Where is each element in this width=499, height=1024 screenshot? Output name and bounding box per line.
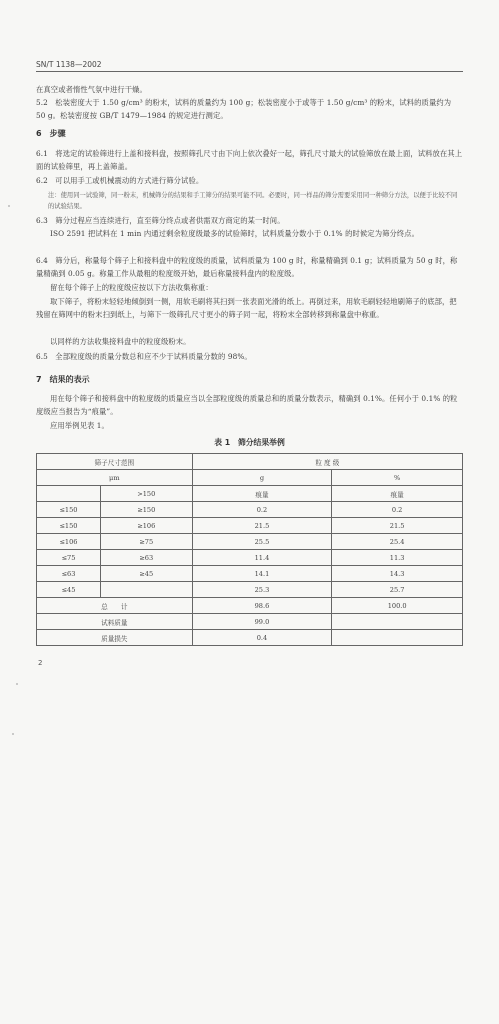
page-number: 2 <box>38 659 43 667</box>
paragraph-6-3-iso: ISO 2591 把试料在 1 min 内通过剩余粒度级最多的试验筛时，试料质量分数小于 0.1% 的时候定为筛分终点。 <box>50 229 420 238</box>
cell-grams: 0.2 <box>192 502 332 518</box>
paragraph-6-3: 6.3 筛分过程应当连续进行，直至筛分终点或者供需双方商定的某一时间。 <box>36 216 285 225</box>
sample-mass-grams: 99.0 <box>192 614 332 630</box>
cell-upper: ≥150 <box>100 502 192 518</box>
header-unit-g: g <box>192 470 332 486</box>
cell-grams: 14.1 <box>192 566 332 582</box>
table-row <box>37 502 463 518</box>
cell-lower: ≤150 <box>37 518 101 534</box>
header-rule <box>36 71 463 72</box>
cell-lower: ≤63 <box>37 566 101 582</box>
table-total-row <box>37 598 463 614</box>
table-row <box>37 566 463 582</box>
section-6-heading: 6 步骤 <box>36 129 66 138</box>
cell-percent: 25.7 <box>332 582 463 598</box>
table-row <box>37 486 463 502</box>
scan-speck <box>8 205 10 207</box>
result-table <box>36 453 463 646</box>
sample-mass-label: 试料质量 <box>37 614 193 630</box>
cell-grams: 痕量 <box>192 486 332 502</box>
paragraph-7-1: 用在每个筛子和接料盘中的粒度级的质量应当以全部粒度级的质量总和的质量分数表示，精确到 0.1%。任何小于 0.1% 的粒度级应当报告为“痕量”。 <box>36 394 458 416</box>
header-sieve-range: 筛子尺寸范围 <box>37 454 193 470</box>
paragraph-6-4-method: 取下筛子，将粉末轻轻地倾倒到一侧，用软毛刷将其扫到一张表面光滑的纸上。再倒过来，用软毛刷轻轻地刷筛子的底部，把残留在筛网中的粉末扫到纸上，与筛下一级筛孔尺寸更小的筛子同一起，将粉末全部转移到称量盘中称重。 <box>36 297 457 319</box>
total-percent: 100.0 <box>332 598 463 614</box>
table-header-row <box>37 454 463 470</box>
cell-grams: 25.3 <box>192 582 332 598</box>
cell-lower: ≤75 <box>37 550 101 566</box>
paragraph-6-4-collect: 留在每个筛子上的粒度级应按以下方法收集称重： <box>50 283 213 292</box>
total-grams: 98.6 <box>192 598 332 614</box>
paragraph-7-2: 应用举例见表 1。 <box>50 421 109 430</box>
mass-loss-label: 质量损失 <box>37 630 193 646</box>
table-row <box>37 582 463 598</box>
section-7-heading: 7 结果的表示 <box>36 375 90 384</box>
standard-code: SN/T 1138—2002 <box>36 60 102 69</box>
header-grade: 粒 度 级 <box>192 454 462 470</box>
cell-percent: 21.5 <box>332 518 463 534</box>
cell-upper <box>100 582 192 598</box>
table-row <box>37 518 463 534</box>
sample-mass-empty <box>332 614 463 630</box>
paragraph-5-1-continued: 在真空或者惰性气氛中进行干燥。 <box>36 85 147 94</box>
paragraph-6-4-pan: 以同样的方法收集接料盘中的粒度级粉末。 <box>50 337 191 346</box>
scan-speck <box>12 733 14 735</box>
paragraph-6-5: 6.5 全部粒度级的质量分数总和应不少于试料质量分数的 98%。 <box>36 352 252 361</box>
paragraph-6-1: 6.1 将选定的试验筛进行上盖和接料盘，按照筛孔尺寸由下向上依次叠好一起，筛孔尺寸最大的试验筛放在最上面，试料放在其上面的试验筛里，再上盖筛盖。 <box>36 149 463 171</box>
cell-lower <box>37 486 101 502</box>
table-1-title: 表 1 筛分结果举例 <box>214 438 285 447</box>
cell-upper: ≥106 <box>100 518 192 534</box>
note-6-2: 注：使用同一试验筛，同一粉末，机械筛分的结果和手工筛分的结果可能不同。必要时，同一样品的筛分需要采用同一种筛分方法，以便于比较不同的试验结果。 <box>48 192 458 210</box>
cell-lower: ≤106 <box>37 534 101 550</box>
cell-percent: 14.3 <box>332 566 463 582</box>
table-row <box>37 534 463 550</box>
cell-percent: 11.3 <box>332 550 463 566</box>
paragraph-5-2: 5.2 松装密度大于 1.50 g/cm³ 的粉末，试料的质量约为 100 g；松装密度小于或等于 1.50 g/cm³ 的粉末，试料的质量约为 50 g。松装密度按 GB/T 1479—1984 的规定进行测定。 <box>36 98 452 120</box>
cell-upper: >150 <box>100 486 192 502</box>
cell-grams: 21.5 <box>192 518 332 534</box>
cell-upper: ≥45 <box>100 566 192 582</box>
paragraph-6-2: 6.2 可以用手工或机械震动的方式进行筛分试验。 <box>36 176 204 185</box>
scan-speck <box>16 683 18 685</box>
cell-percent: 25.4 <box>332 534 463 550</box>
header-unit-um: μm <box>37 470 193 486</box>
cell-upper: ≥63 <box>100 550 192 566</box>
total-label: 总 计 <box>37 598 193 614</box>
cell-grams: 25.5 <box>192 534 332 550</box>
cell-upper: ≥75 <box>100 534 192 550</box>
table-sample-row <box>37 614 463 630</box>
paragraph-6-4: 6.4 筛分后，称量每个筛子上和接料盘中的粒度级的质量，试料质量为 100 g 时，称量精确到 0.1 g；试料质量为 50 g 时，称量精确到 0.05 g。称量工作从最粗的粒度级开始，最后称量接料盘内的粒度级。 <box>36 256 458 278</box>
mass-loss-empty <box>332 630 463 646</box>
cell-lower: ≤150 <box>37 502 101 518</box>
table-row <box>37 550 463 566</box>
cell-lower: ≤45 <box>37 582 101 598</box>
cell-grams: 11.4 <box>192 550 332 566</box>
cell-percent: 痕量 <box>332 486 463 502</box>
cell-percent: 0.2 <box>332 502 463 518</box>
header-unit-pct: % <box>332 470 463 486</box>
mass-loss-grams: 0.4 <box>192 630 332 646</box>
table-unit-row <box>37 470 463 486</box>
table-loss-row <box>37 630 463 646</box>
